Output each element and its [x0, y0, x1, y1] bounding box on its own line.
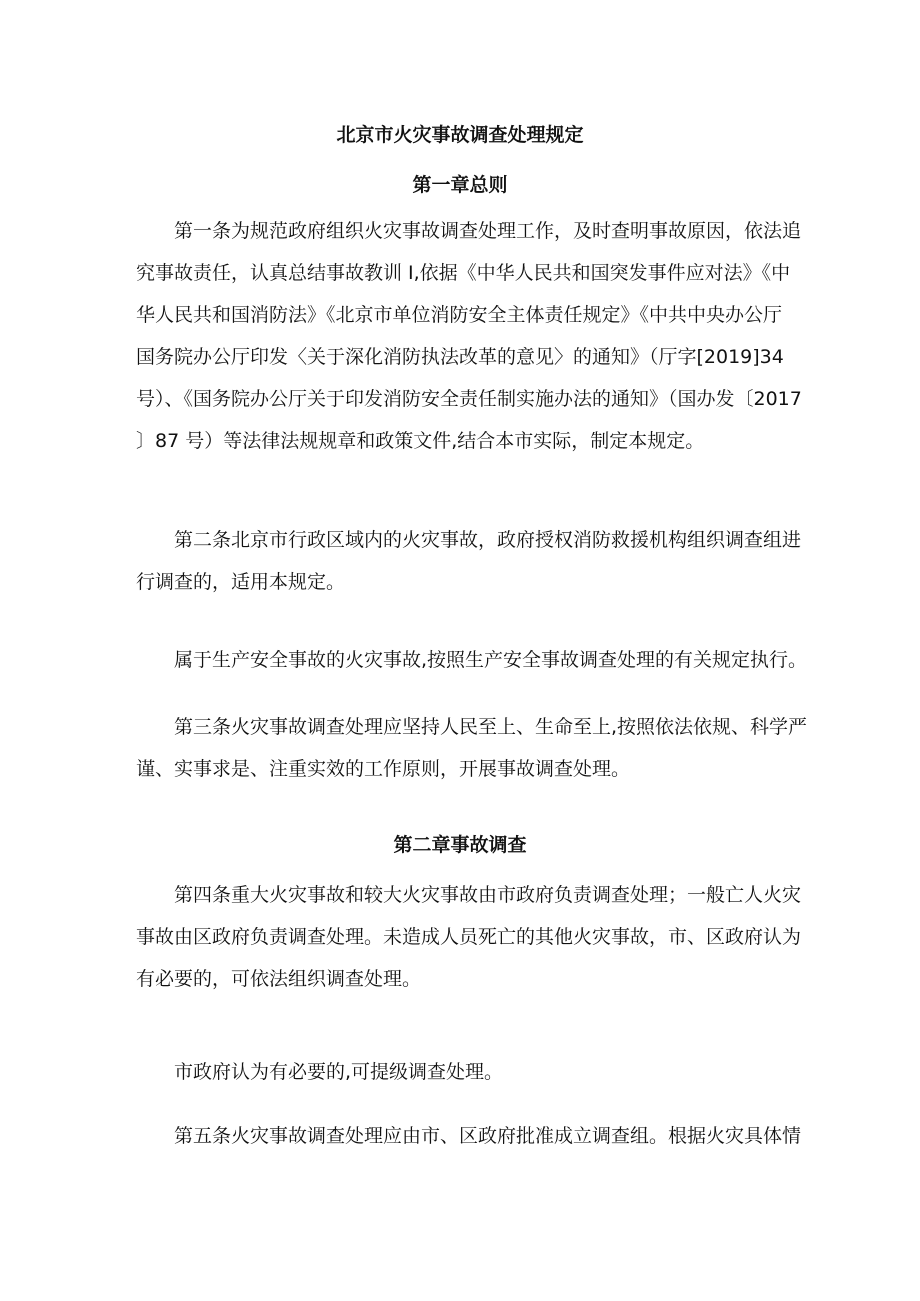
text-line: 〕87 号）等法律法规规章和政策文件,结合本市实际，制定本规定。	[136, 430, 705, 452]
text-line: 市政府认为有必要的,可提级调查处理。	[174, 1061, 504, 1083]
chapter-1-title: 第一章总则	[412, 174, 508, 196]
text-line: 谨、实事求是、注重实效的工作原则，开展事故调查处理。	[136, 758, 631, 780]
article-2-paragraph	[136, 519, 802, 603]
text-line: 第一条为规范政府组织火灾事故调查处理工作，及时查明事故原因，依法追	[174, 220, 802, 242]
article-4-paragraph	[136, 874, 802, 1000]
article-3-paragraph	[136, 706, 808, 790]
text-line: 号）、《国务院办公厅关于印发消防安全责任制实施办法的通知》（国办发〔2017	[136, 388, 802, 410]
document-title: 北京市火灾事故调查处理规定	[336, 124, 584, 146]
text-line: 第二条北京市行政区域内的火灾事故，政府授权消防救援机构组织调查组进	[174, 529, 802, 551]
chapter-2-title: 第二章事故调查	[393, 834, 527, 856]
text-line: 第三条火灾事故调查处理应坚持人民至上、生命至上,按照依法依规、科学严	[174, 716, 808, 738]
text-line: 事故由区政府负责调查处理。未造成人员死亡的其他火灾事故，市、区政府认为	[136, 926, 802, 948]
text-line: 究事故责任，认真总结事故教训 I,依据《中华人民共和国突发事件应对法》《中	[136, 262, 791, 284]
text-line: 属于生产安全事故的火灾事故,按照生产安全事故调查处理的有关规定执行。	[174, 649, 808, 671]
article-4-second-paragraph	[136, 1051, 784, 1093]
text-line: 有必要的，可依法组织调查处理。	[136, 968, 422, 990]
text-line: 第四条重大火灾事故和较大火灾事故由市政府负责调查处理；一般亡人火灾	[174, 884, 802, 906]
text-line: 行调查的，适用本规定。	[136, 571, 346, 593]
text-line: 国务院办公厅印发〈关于深化消防执法改革的意见〉的通知》（厅字[2019]34	[136, 346, 784, 368]
article-2-second-paragraph	[136, 639, 808, 681]
text-line: 第五条火灾事故调查处理应由市、区政府批准成立调查组。根据火灾具体情	[174, 1125, 802, 1147]
article-5-paragraph	[136, 1115, 802, 1157]
text-line: 华人民共和国消防法》《北京市单位消防安全主体责任规定》《中共中央办公厅	[136, 304, 783, 326]
article-1-paragraph	[136, 210, 802, 462]
